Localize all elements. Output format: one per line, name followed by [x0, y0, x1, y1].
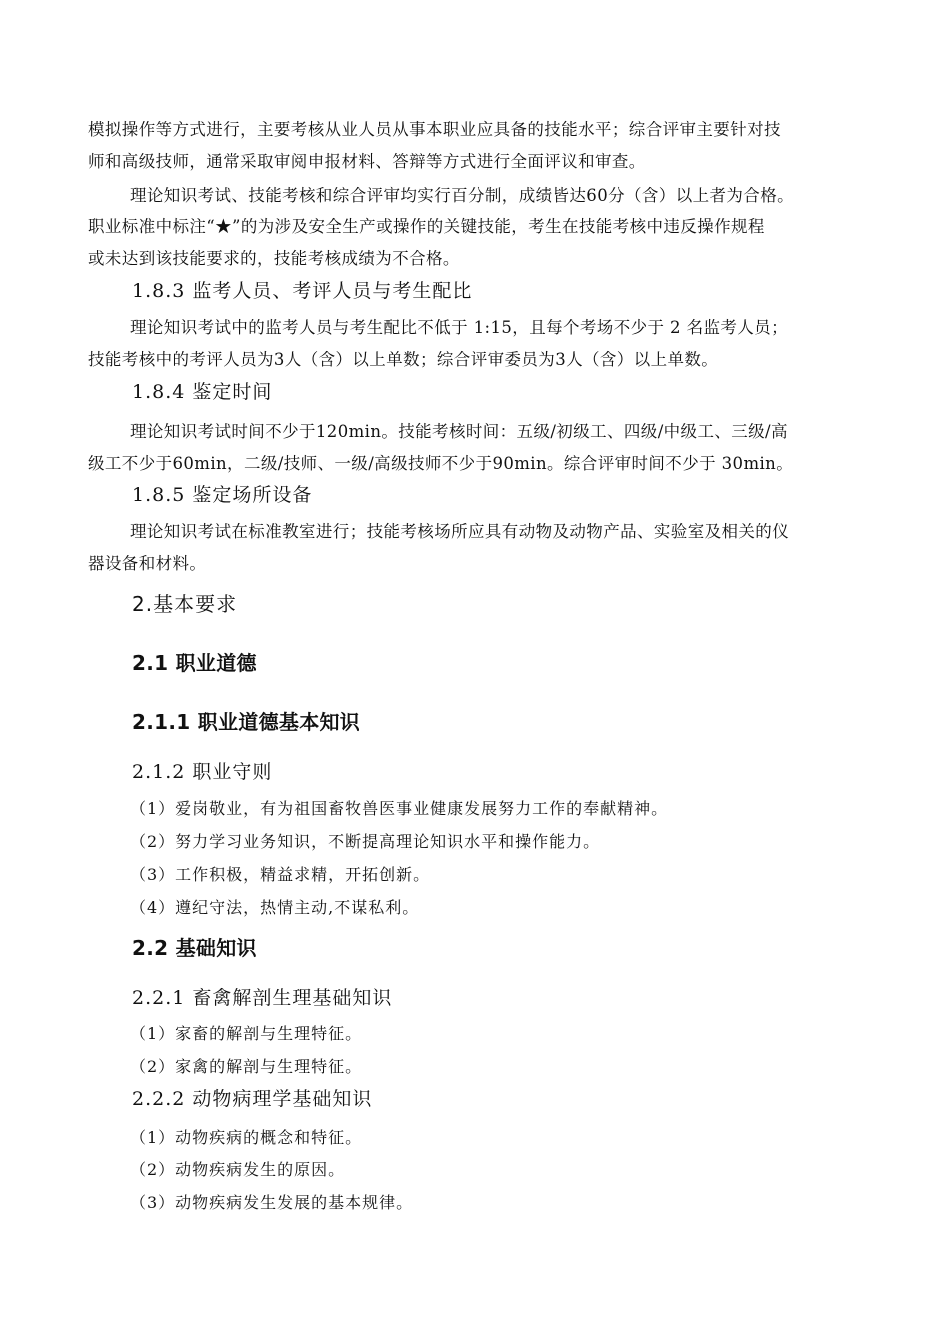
- section-heading-1-8-3: 1.8.3 监考人员、考评人员与考生配比: [132, 280, 473, 302]
- list-item: （4）遵纪守法，热情主动,不谋私利。: [130, 898, 420, 917]
- list-item: （3）动物疾病发生发展的基本规律。: [130, 1193, 414, 1212]
- section-heading-2: 2.基本要求: [132, 592, 238, 616]
- list-item: （1）动物疾病的概念和特征。: [130, 1128, 363, 1147]
- section-heading-2-2-2: 2.2.2 动物病理学基础知识: [132, 1088, 373, 1110]
- paragraph-line: 或未达到该技能要求的，技能考核成绩为不合格。: [88, 249, 460, 268]
- paragraph-line: 级工不少于60min，二级/技师、一级/高级技师不少于90min。综合评审时间不少于 30min。: [88, 454, 794, 473]
- paragraph-line: 师和高级技师，通常采取审阅申报材料、答辩等方式进行全面评议和审查。: [88, 152, 646, 171]
- section-heading-1-8-5: 1.8.5 鉴定场所设备: [132, 484, 313, 506]
- section-heading-1-8-4: 1.8.4 鉴定时间: [132, 381, 273, 403]
- list-item: （3）工作积极，精益求精，开拓创新。: [130, 865, 431, 884]
- section-heading-2-1-1: 2.1.1 职业道德基本知识: [132, 710, 361, 734]
- list-item: （2）努力学习业务知识，不断提高理论知识水平和操作能力。: [130, 832, 601, 851]
- paragraph-line: 器设备和材料。: [88, 554, 207, 573]
- paragraph-line: 理论知识考试中的监考人员与考生配比不低于 1:15，且每个考场不少于 2 名监考人员；: [130, 318, 788, 337]
- section-heading-2-1: 2.1 职业道德: [132, 651, 257, 675]
- section-heading-2-2: 2.2 基础知识: [132, 936, 257, 960]
- section-heading-2-2-1: 2.2.1 畜禽解剖生理基础知识: [132, 987, 393, 1009]
- paragraph-line: 技能考核中的考评人员为3人（含）以上单数；综合评审委员为3人（含）以上单数。: [88, 350, 719, 369]
- list-item: （1）家畜的解剖与生理特征。: [130, 1024, 363, 1043]
- list-item: （2）动物疾病发生的原因。: [130, 1160, 346, 1179]
- list-item: （1）爱岗敬业，有为祖国畜牧兽医事业健康发展努力工作的奉献精神。: [130, 799, 669, 818]
- paragraph-line: 理论知识考试、技能考核和综合评审均实行百分制，成绩皆达60分（含）以上者为合格。: [130, 186, 794, 205]
- list-item: （2）家禽的解剖与生理特征。: [130, 1057, 363, 1076]
- paragraph-line: 理论知识考试在标准教室进行；技能考核场所应具有动物及动物产品、实验室及相关的仪: [130, 522, 790, 541]
- section-heading-2-1-2: 2.1.2 职业守则: [132, 761, 273, 783]
- paragraph-line: 模拟操作等方式进行，主要考核从业人员从事本职业应具备的技能水平；综合评审主要针对技: [88, 120, 781, 139]
- paragraph-line: 理论知识考试时间不少于120min。技能考核时间：五级/初级工、四级/中级工、三级/高: [130, 422, 788, 441]
- paragraph-line: 职业标准中标注“★”的为涉及安全生产或操作的关键技能，考生在技能考核中违反操作规程: [88, 217, 765, 236]
